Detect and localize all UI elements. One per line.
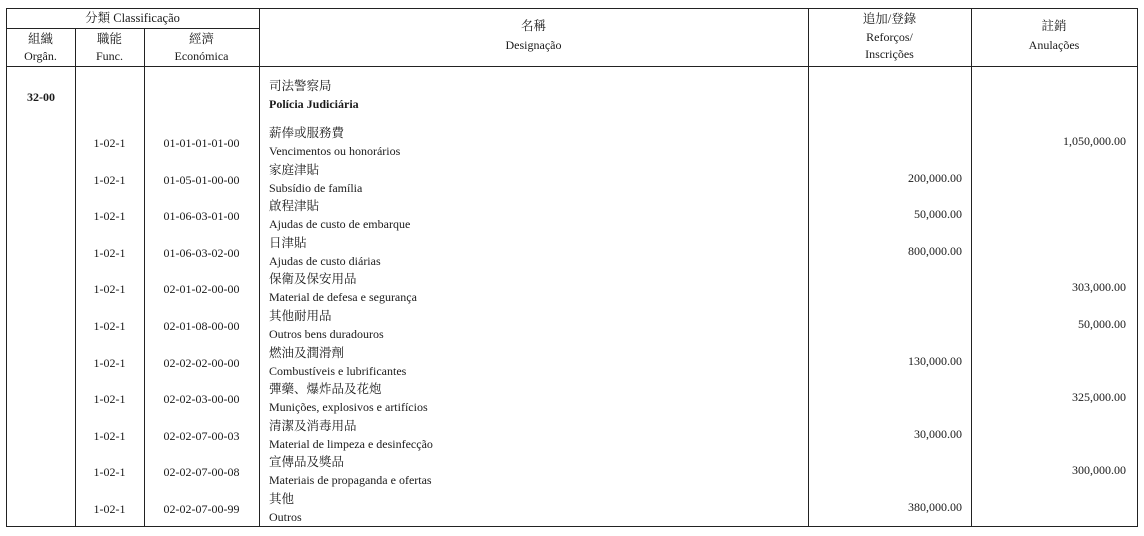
header-cancellations-pt: Anulações bbox=[1028, 38, 1080, 52]
reinforcement-amount: 130,000.00 bbox=[908, 353, 962, 368]
designation-pt: Material de limpeza e desinfecção bbox=[269, 436, 433, 451]
designation-zh: 彈藥、爆炸品及花炮 bbox=[269, 382, 382, 397]
col-divider-org-func bbox=[75, 28, 76, 527]
header-func-pt: Func. bbox=[96, 49, 123, 63]
designation-zh: 薪俸或服務費 bbox=[269, 126, 345, 140]
econ-code: 02-02-07-00-99 bbox=[163, 502, 240, 516]
header-org-pt: Orgân. bbox=[24, 49, 57, 63]
designation-pt: Vencimentos ou honorários bbox=[269, 144, 401, 158]
reinforcement-amount: 200,000.00 bbox=[908, 170, 962, 185]
designation-zh: 燃油及潤滑劑 bbox=[269, 345, 345, 360]
reinforcement-amount: 50,000.00 bbox=[914, 207, 962, 222]
designation-zh: 其他耐用品 bbox=[269, 309, 332, 323]
designation-pt: Outros bens duradouros bbox=[269, 327, 384, 341]
header-bottom-border bbox=[6, 66, 1138, 67]
econ-code: 02-02-03-00-00 bbox=[163, 392, 240, 407]
header-designation-zh: 名稱 bbox=[520, 19, 546, 33]
col-divider-func-econ bbox=[144, 28, 145, 527]
designation-zh: 日津貼 bbox=[269, 235, 307, 250]
designation-zh: 家庭津貼 bbox=[269, 162, 320, 177]
classification-divider bbox=[6, 28, 259, 29]
reinforcement-amount: 800,000.00 bbox=[908, 243, 962, 258]
func-code: 1-02-1 bbox=[93, 319, 126, 333]
cancellation-amount: 325,000.00 bbox=[1072, 390, 1126, 405]
func-code: 1-02-1 bbox=[93, 245, 126, 260]
designation-pt: Subsídio de família bbox=[269, 180, 363, 195]
header-econ-zh: 經濟 bbox=[188, 32, 214, 46]
cancellation-amount: 303,000.00 bbox=[1072, 280, 1126, 295]
econ-code: 01-01-01-01-00 bbox=[163, 136, 240, 150]
header-reinforcements-zh: 追加/登錄 bbox=[862, 12, 917, 26]
organ-name-pt: Polícia Judiciária bbox=[269, 97, 359, 111]
econ-code: 02-01-08-00-00 bbox=[163, 319, 240, 333]
econ-code: 01-06-03-01-00 bbox=[163, 209, 240, 224]
header-designation-pt: Designação bbox=[505, 38, 562, 52]
func-code: 1-02-1 bbox=[93, 282, 126, 297]
func-code: 1-02-1 bbox=[93, 428, 126, 443]
econ-code: 02-01-02-00-00 bbox=[163, 282, 240, 297]
func-code: 1-02-1 bbox=[93, 502, 126, 516]
func-code: 1-02-1 bbox=[93, 355, 126, 370]
col-divider-reinforcement-cancellation bbox=[971, 8, 972, 527]
table-left-border bbox=[6, 8, 7, 527]
reinforcement-amount: 30,000.00 bbox=[914, 426, 962, 441]
designation-zh: 其他 bbox=[269, 492, 295, 506]
designation-pt: Ajudas de custo de embarque bbox=[269, 217, 411, 232]
econ-code: 02-02-02-00-00 bbox=[163, 355, 240, 370]
func-code: 1-02-1 bbox=[93, 465, 126, 480]
col-divider-designation-reinforcement bbox=[808, 8, 809, 527]
header-org-zh: 組織 bbox=[27, 32, 53, 46]
col-divider-econ-designation bbox=[259, 8, 260, 527]
cancellation-amount: 300,000.00 bbox=[1072, 463, 1126, 478]
designation-pt: Munições, explosivos e artifícios bbox=[269, 400, 428, 415]
designation-pt: Material de defesa e segurança bbox=[269, 290, 417, 305]
designation-zh: 清潔及消毒用品 bbox=[269, 418, 357, 433]
header-cancellations-zh: 註銷 bbox=[1041, 19, 1067, 33]
func-code: 1-02-1 bbox=[93, 172, 126, 187]
designation-pt: Materiais de propaganda e ofertas bbox=[269, 473, 432, 488]
table-bottom-border bbox=[6, 526, 1138, 527]
designation-pt: Outros bbox=[269, 510, 302, 524]
func-code: 1-02-1 bbox=[93, 209, 126, 224]
econ-code: 02-02-07-00-03 bbox=[163, 428, 240, 443]
econ-code: 01-06-03-02-00 bbox=[163, 245, 240, 260]
reinforcement-amount: 380,000.00 bbox=[908, 500, 962, 514]
organ-name-zh: 司法警察局 bbox=[269, 79, 332, 93]
header-func-zh: 職能 bbox=[96, 32, 122, 46]
table-right-border bbox=[1137, 8, 1138, 527]
designation-zh: 宣傳品及獎品 bbox=[269, 455, 345, 470]
func-code: 1-02-1 bbox=[93, 136, 126, 150]
designation-pt: Combustíveis e lubrificantes bbox=[269, 363, 407, 378]
header-classification: 分類 Classificação bbox=[85, 11, 180, 25]
econ-code: 01-05-01-00-00 bbox=[163, 172, 240, 187]
func-code: 1-02-1 bbox=[93, 392, 126, 407]
cancellation-amount: 50,000.00 bbox=[1078, 317, 1126, 331]
header-reinforcements-pt2: Inscrições bbox=[865, 47, 914, 61]
designation-zh: 啟程津貼 bbox=[269, 199, 320, 214]
table-top-border bbox=[6, 8, 1138, 9]
header-econ-pt: Económica bbox=[174, 49, 229, 63]
designation-zh: 保衛及保安用品 bbox=[269, 272, 357, 287]
cancellation-amount: 1,050,000.00 bbox=[1063, 134, 1126, 148]
designation-pt: Ajudas de custo diárias bbox=[269, 253, 381, 268]
header-reinforcements-pt1: Reforços/ bbox=[866, 30, 913, 44]
econ-code: 02-02-07-00-08 bbox=[163, 465, 240, 480]
organ-code: 32-00 bbox=[27, 90, 55, 104]
